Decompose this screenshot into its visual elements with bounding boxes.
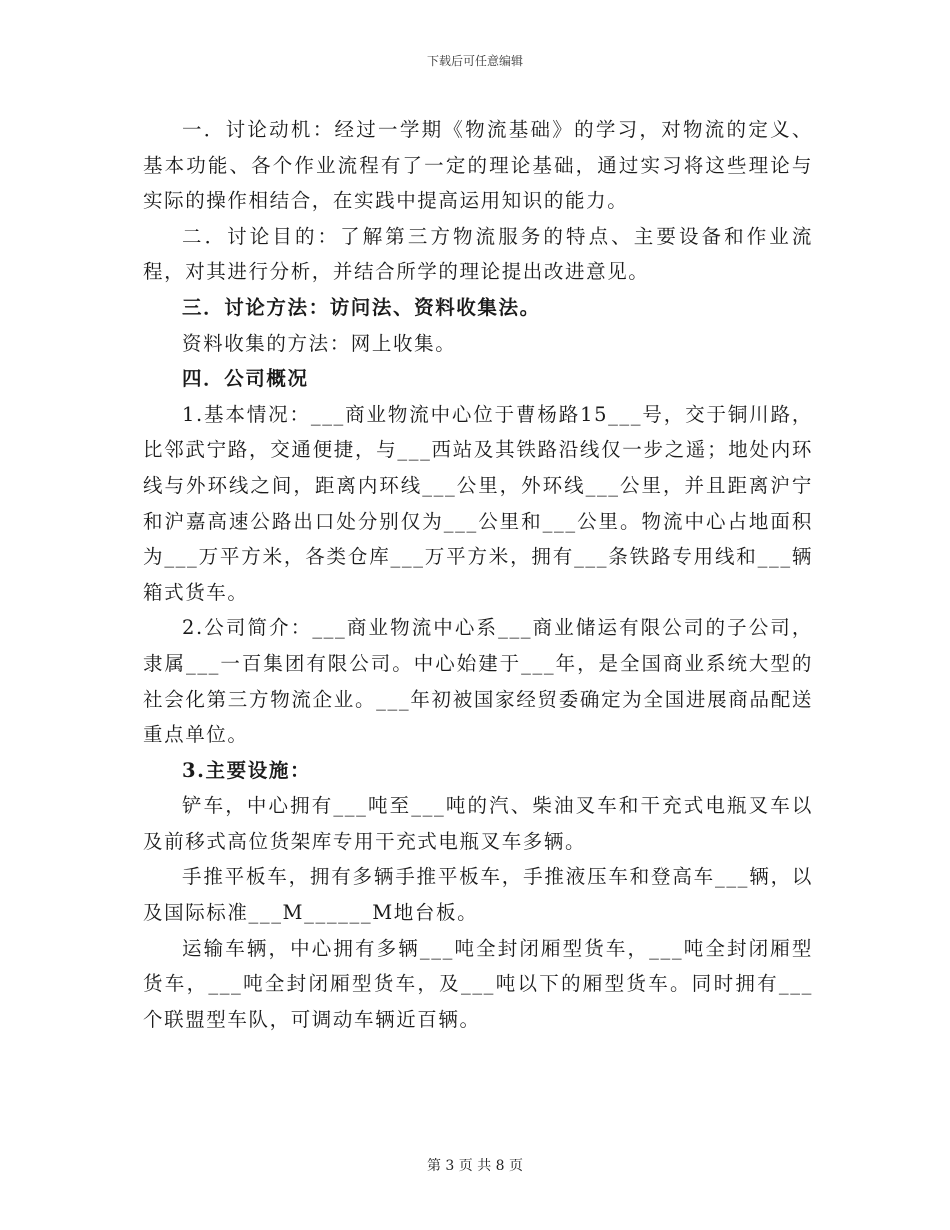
paragraph-company-profile: 2.公司简介：___商业物流中心系___商业储运有限公司的子公司，隶属___一百集团有限公司。中心始建于___年，是全国商业系统大型的社会化第三方物流企业。___年初被国家经贸委确定为全国进展商品配送重点单位。 [143,616,813,747]
paragraph-hand-carts: 手推平板车，拥有多辆手推平板车，手推液压车和登高车___辆，以及国际标准___M______M地台板。 [143,865,813,925]
paragraph-transport-vehicles: 运输车辆，中心拥有多辆___吨全封闭厢型货车，___吨全封闭厢型货车，___吨全封闭厢型货车，及___吨以下的厢型货车。同时拥有___个联盟型车队，可调动车辆近百辆。 [143,936,813,1031]
paragraph-basic-info: 1.基本情况：___商业物流中心位于曹杨路15___号，交于铜川路，比邻武宁路，交通便捷，与___西站及其铁路沿线仅一步之遥；地处内环线与外环线之间，距离内环线___公里，外环线___公里，并且距离沪宁和沪嘉高速公路出口处分别仅为___公里和___公里。物流中心占地面积为___万平方米，各类仓库___万平方米，拥有___条铁路专用线和___辆箱式货车。 [143,402,813,604]
section-heading-company-overview: 四．公司概况 [182,367,309,391]
document-body [143,112,813,1037]
paragraph-discussion-purpose: 二．讨论目的：了解第三方物流服务的特点、主要设备和作业流程，对其进行分析，并结合所学的理论提出改进意见。 [143,224,813,284]
paragraph-discussion-motive: 一．讨论动机：经过一学期《物流基础》的学习，对物流的定义、基本功能、各个作业流程有了一定的理论基础，通过实习将这些理论与实际的操作相结合，在实践中提高运用知识的能力。 [143,118,813,213]
subheading-main-facilities: 3.主要设施： [182,758,312,782]
paragraph-forklifts: 铲车，中心拥有___吨至___吨的汽、柴油叉车和干充式电瓶叉车以及前移式高位货架库专用干充式电瓶叉车多辆。 [143,794,813,853]
paragraph-collection-method: 资料收集的方法：网上收集。 [182,331,457,355]
paragraph-discussion-method: 三．讨论方法：访问法、资料收集法。 [182,295,541,319]
page-header: 下载后可任意编辑 [426,54,523,68]
page-footer: 第 3 页 共 8 页 [426,1158,524,1174]
